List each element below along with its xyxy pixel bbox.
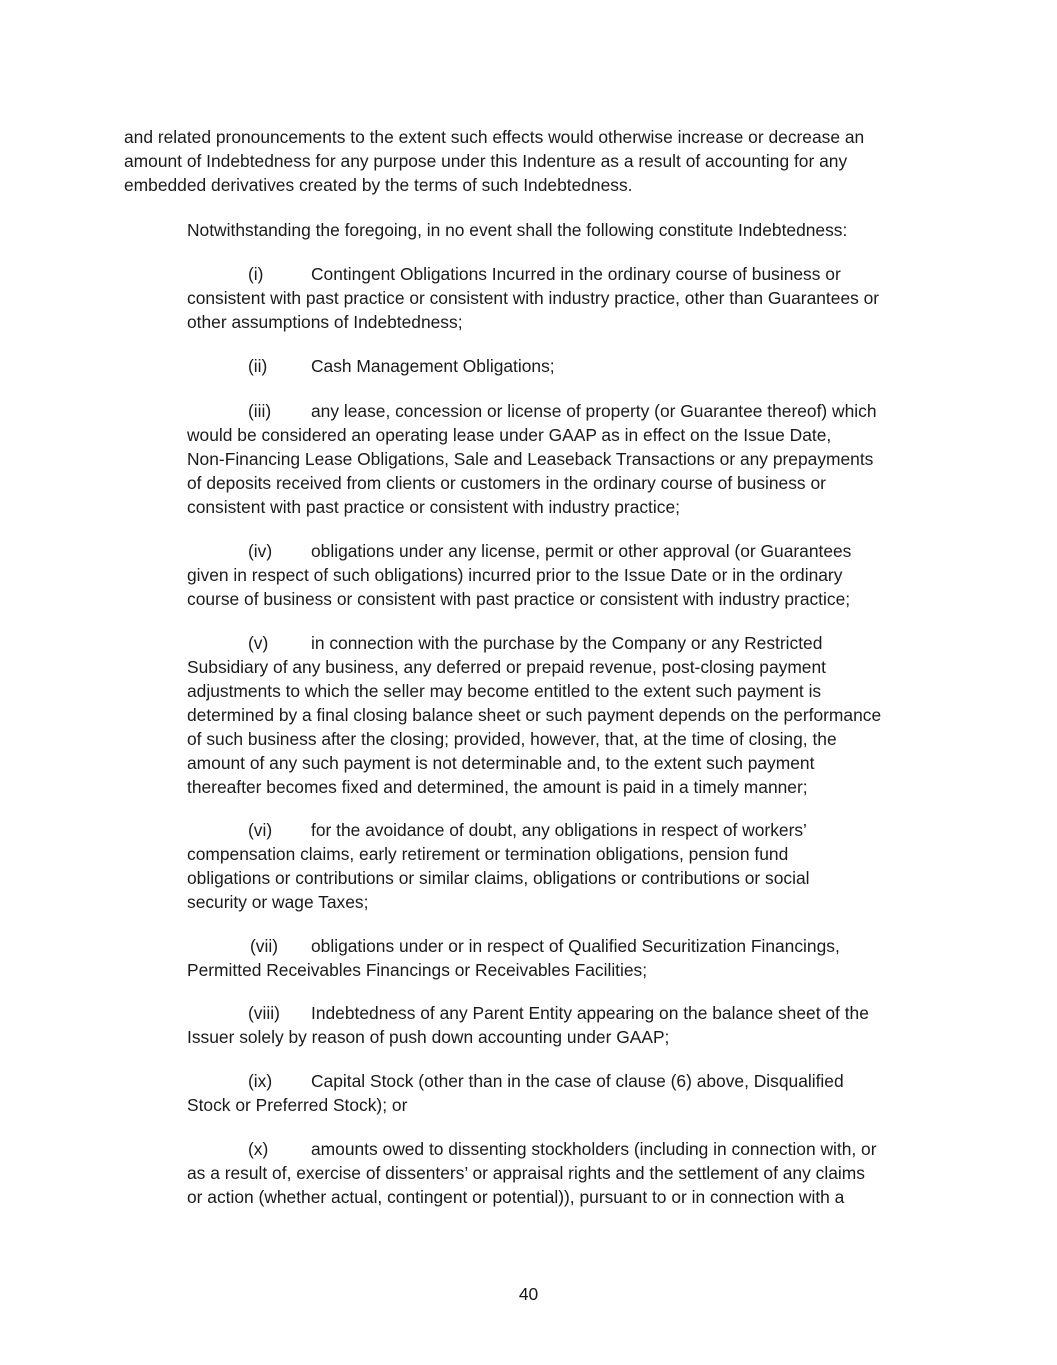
clause-text: Cash Management Obligations; [311, 356, 555, 376]
text-line: adjustments to which the seller may become entitled to the extent such payment is [187, 681, 822, 701]
intro-paragraph [124, 125, 864, 197]
text-line: thereafter becomes fixed and determined, the amount is paid in a timely manner; [187, 777, 808, 797]
text-line: or action (whether actual, contingent or potential)), pursuant to or in connection with a [187, 1187, 845, 1207]
clause-number: (i) [248, 264, 264, 284]
clause-first-line [187, 1137, 877, 1161]
text-line: embedded derivatives created by the terms of such Indebtedness. [124, 175, 633, 195]
text-line: amount of any such payment is not determinable and, to the extent such payment [187, 753, 815, 773]
text-line: Notwithstanding the foregoing, in no event shall the following constitute Indebtedness: [187, 220, 848, 240]
clause-number: (iv) [248, 541, 273, 561]
clause-first-line [187, 539, 851, 563]
text-line: would be considered an operating lease under GAAP as in effect on the Issue Date, [187, 425, 832, 445]
clause-text: for the avoidance of doubt, any obligations in respect of workers’ [311, 820, 807, 840]
clause-number: (x) [248, 1139, 269, 1159]
clause-text: amounts owed to dissenting stockholders (including in connection with, or [311, 1139, 877, 1159]
text-line: Permitted Receivables Financings or Receivables Facilities; [187, 960, 648, 980]
text-line: Stock or Preferred Stock); or [187, 1095, 408, 1115]
clause-first-line [187, 1069, 844, 1093]
text-line: other assumptions of Indebtedness; [187, 312, 463, 332]
clause-first-line [187, 934, 840, 958]
text-line: Non-Financing Lease Obligations, Sale and Leaseback Transactions or any prepayments [187, 449, 874, 469]
text-line: Issuer solely by reason of push down accounting under GAAP; [187, 1027, 670, 1047]
clause-item-ix [187, 1069, 844, 1117]
clause-text: obligations under any license, permit or other approval (or Guarantees [311, 541, 852, 561]
clause-item-x [187, 1137, 877, 1209]
text-line: compensation claims, early retirement or termination obligations, pension fund [187, 844, 789, 864]
text-line: of deposits received from clients or customers in the ordinary course of business or [187, 473, 826, 493]
clause-item-vii [187, 934, 840, 982]
clause-text: any lease, concession or license of property (or Guarantee thereof) which [311, 401, 877, 421]
text-line: Subsidiary of any business, any deferred or prepaid revenue, post-closing payment [187, 657, 826, 677]
clause-item-iv [187, 539, 851, 611]
clause-number: (vii) [250, 936, 279, 956]
text-line: and related pronouncements to the extent such effects would otherwise increase or decrease an [124, 127, 865, 147]
clause-item-ii [187, 354, 555, 378]
clause-number: (ii) [248, 356, 268, 376]
clause-text: Contingent Obligations Incurred in the ordinary course of business or [311, 264, 841, 284]
clause-text: Indebtedness of any Parent Entity appearing on the balance sheet of the [311, 1003, 869, 1023]
clause-item-i [187, 262, 879, 334]
clause-first-line [187, 354, 555, 378]
text-line: given in respect of such obligations) incurred prior to the Issue Date or in the ordinary [187, 565, 843, 585]
clause-number: (vi) [248, 820, 273, 840]
text-line: amount of Indebtedness for any purpose under this Indenture as a result of accounting for any [124, 151, 848, 171]
clause-number: (ix) [248, 1071, 273, 1091]
page-number: 40 [518, 1284, 539, 1304]
clause-text: obligations under or in respect of Qualified Securitization Financings, [311, 936, 840, 956]
text-line: course of business or consistent with past practice or consistent with industry practice; [187, 589, 851, 609]
text-line: of such business after the closing; provided, however, that, at the time of closing, the [187, 729, 837, 749]
clause-item-viii [187, 1001, 869, 1049]
clause-text: Capital Stock (other than in the case of clause (6) above, Disqualified [311, 1071, 844, 1091]
clause-first-line [187, 631, 881, 655]
clause-item-v [187, 631, 881, 799]
clause-number: (v) [248, 633, 269, 653]
text-line: determined by a final closing balance sheet or such payment depends on the performance [187, 705, 882, 725]
text-line: security or wage Taxes; [187, 892, 369, 912]
text-line: consistent with past practice or consistent with industry practice, other than Guarantees or [187, 288, 880, 308]
clause-first-line [187, 262, 879, 286]
clause-number: (iii) [248, 401, 272, 421]
clause-number: (viii) [248, 1003, 280, 1023]
clause-first-line [187, 818, 809, 842]
clause-first-line [187, 1001, 869, 1025]
clause-item-iii [187, 399, 877, 519]
text-line: consistent with past practice or consistent with industry practice; [187, 497, 680, 517]
clause-first-line [187, 399, 877, 423]
text-line: as a result of, exercise of dissenters’ or appraisal rights and the settlement of any claims [187, 1163, 865, 1183]
notwithstanding-paragraph [187, 218, 847, 242]
clause-text: in connection with the purchase by the Company or any Restricted [311, 633, 823, 653]
clause-item-vi [187, 818, 809, 914]
text-line: obligations or contributions or similar claims, obligations or contributions or social [187, 868, 810, 888]
